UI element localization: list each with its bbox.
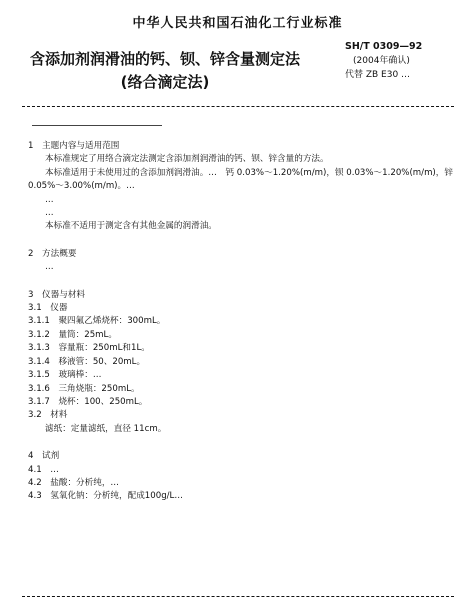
title-separator <box>22 106 454 107</box>
list-item: 4.1 … <box>28 464 59 475</box>
issuing-organization: 中华人民共和国石油化工行业标准 <box>132 16 343 31</box>
list-item: 3.1.2 量筒：25mL。 <box>28 329 117 340</box>
section-heading: 2 方法概要 <box>28 248 77 259</box>
paragraph: 本标准规定了用络合滴定法测定含添加剂润滑油的钙、钡、锌含量的方法。 <box>45 154 329 165</box>
list-item: 3.1.3 容量瓶：250mL和1L。 <box>28 343 150 354</box>
standard-code: SH/T 0309—92 <box>345 41 423 52</box>
paragraph: 本标准不适用于测定含有其他金属的润滑油。 <box>45 221 217 232</box>
list-item: 3.1.7 烧杯：100、250mL。 <box>28 396 148 407</box>
section-heading: 1 主题内容与适用范围 <box>28 141 120 151</box>
section-heading: 4 试剂 <box>28 451 60 462</box>
list-item: 3.1.5 玻璃棒：… <box>28 370 102 381</box>
list-item: 3.1.1 聚四氟乙烯烧杯：300mL。 <box>28 316 166 327</box>
list-item: 4.3 氢氧化钠：分析纯，配成100g/L… <box>28 491 183 502</box>
page-bottom-separator <box>22 596 454 597</box>
paragraph: … <box>45 262 54 273</box>
list-item: 3.1.4 移液管：50、20mL。 <box>28 356 146 367</box>
paragraph: 滤纸：定量滤纸，直径 11cm。 <box>45 423 167 434</box>
document-body <box>28 138 453 504</box>
replaces-note: 代替 ZB E30 … <box>345 70 411 80</box>
paragraph: … <box>45 194 54 205</box>
confirmation-note: (2004年确认) <box>353 56 410 66</box>
section-heading: 3 仪器与材料 <box>28 289 86 300</box>
section-divider <box>32 125 162 126</box>
document-title: 含添加剂润滑油的钙、钡、锌含量测定法 <box>29 50 300 68</box>
subsection-heading: 3.1 仪器 <box>28 303 68 314</box>
paragraph: … <box>45 208 54 219</box>
paragraph: 本标准适用于未使用过的含添加剂润滑油。… 钙 0.03%～1.20%(m/m)，钡 0.03%～1.20%(m/m)，锌 0.05%～3.00%(m/m)。… <box>28 167 453 192</box>
document-subtitle: (络合滴定法) <box>120 73 210 91</box>
subsection-heading: 3.2 材料 <box>28 410 68 421</box>
standard-number-block <box>345 40 445 82</box>
list-item: 4.2 盐酸：分析纯，… <box>28 477 120 488</box>
list-item: 3.1.6 三角烧瓶：250mL。 <box>28 383 140 394</box>
